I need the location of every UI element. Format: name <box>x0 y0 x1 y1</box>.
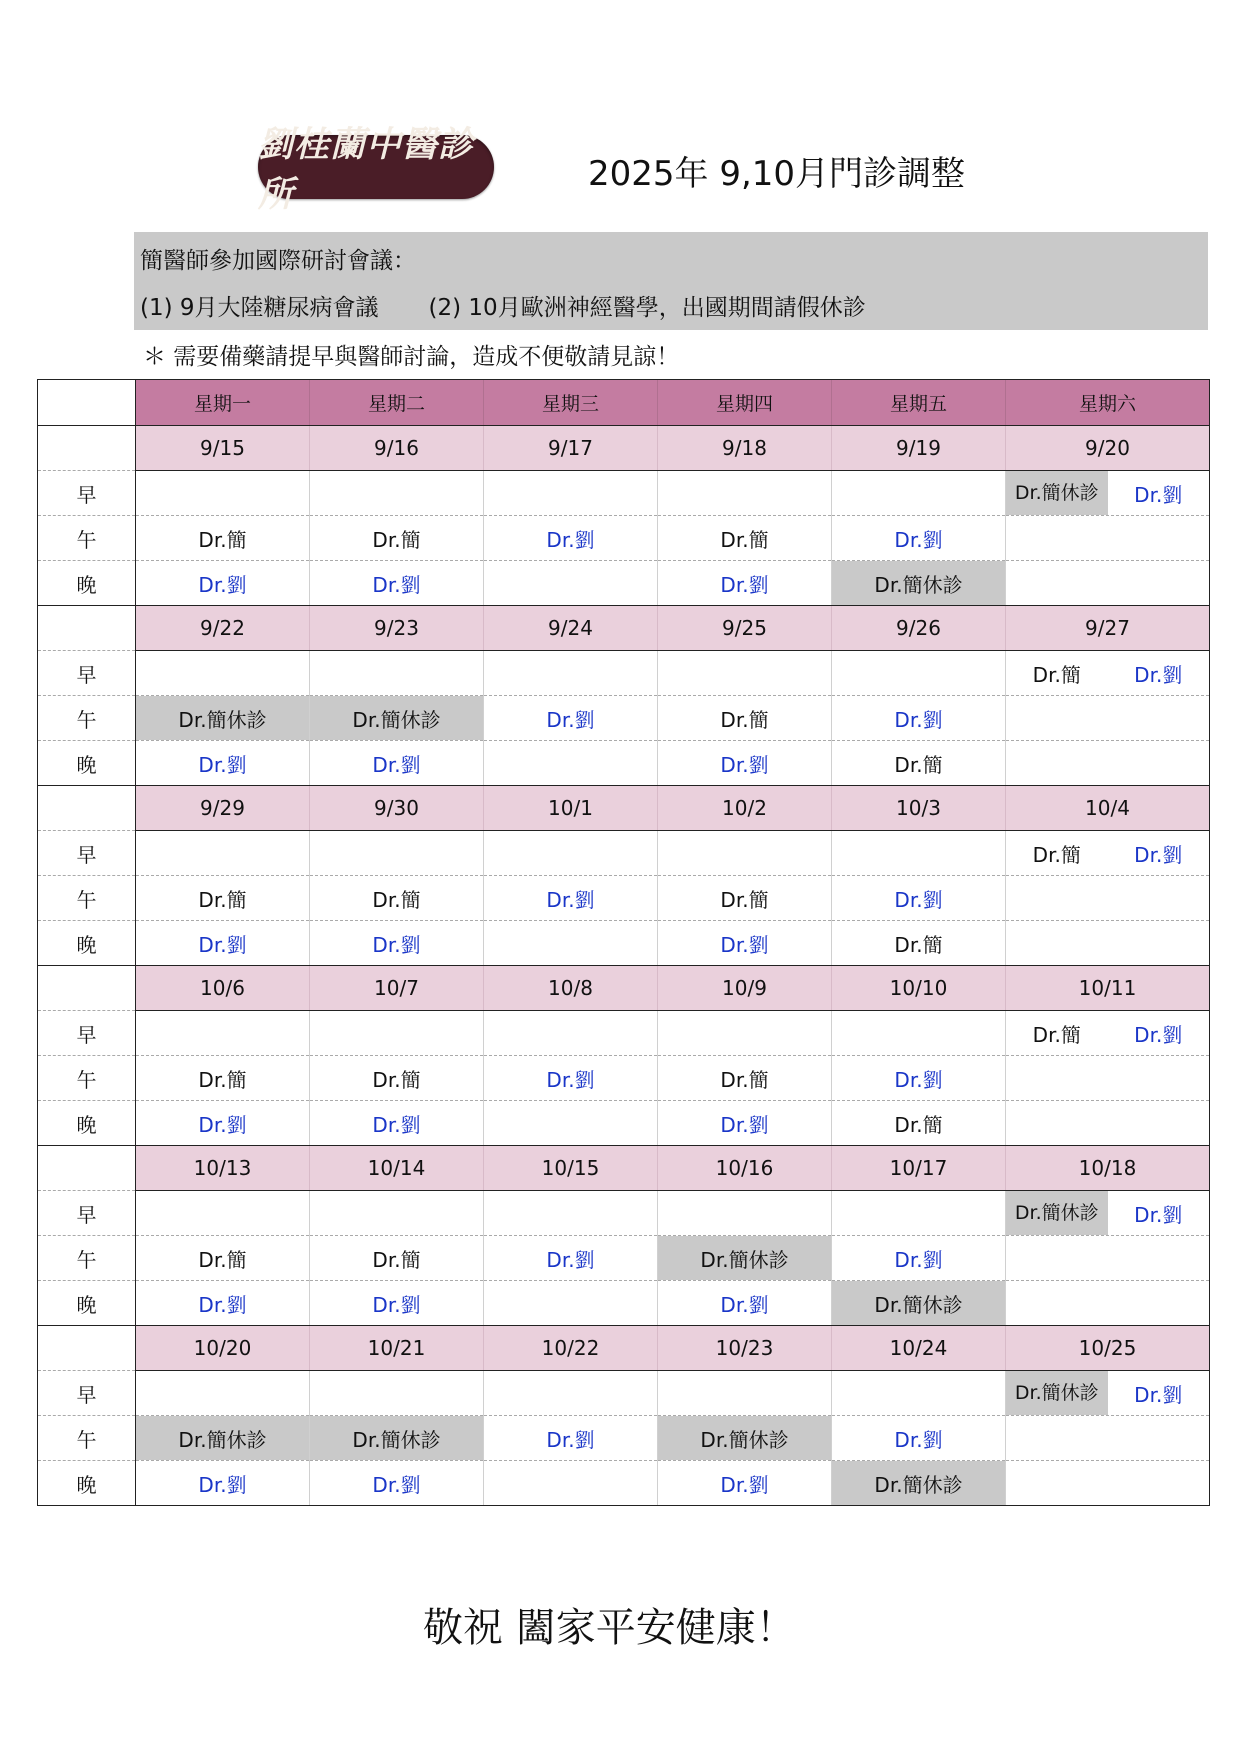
date-cell: 9/17 <box>484 426 658 471</box>
schedule-cell: Dr.劉 <box>484 876 658 921</box>
schedule-cell <box>1006 1236 1210 1281</box>
schedule-cell <box>1006 1191 1210 1236</box>
schedule-cell: Dr.劉 <box>832 876 1006 921</box>
date-cell: 9/20 <box>1006 426 1210 471</box>
date-cell: 10/13 <box>136 1146 310 1191</box>
weekday-header: 星期五 <box>832 380 1006 426</box>
date-cell: 9/25 <box>658 606 832 651</box>
notice-line-2 <box>140 289 866 322</box>
schedule-cell <box>832 651 1006 696</box>
date-cell: 9/24 <box>484 606 658 651</box>
date-row-label <box>38 966 136 1011</box>
schedule-cell <box>658 831 832 876</box>
schedule-cell <box>136 651 310 696</box>
schedule-cell <box>1006 471 1210 516</box>
date-row-label <box>38 606 136 651</box>
slot-label: 午 <box>38 696 136 741</box>
date-cell: 9/22 <box>136 606 310 651</box>
evening-row <box>38 1461 1210 1506</box>
schedule-cell <box>484 1191 658 1236</box>
morning-row <box>38 651 1210 696</box>
slot-label: 晚 <box>38 921 136 966</box>
schedule-cell <box>310 831 484 876</box>
schedule-cell: Dr.簡休診 <box>658 1236 832 1281</box>
slot-label: 午 <box>38 1236 136 1281</box>
date-cell: 10/6 <box>136 966 310 1011</box>
saturday-morning-doctor-2: Dr.劉 <box>1134 1382 1183 1407</box>
date-cell: 10/16 <box>658 1146 832 1191</box>
morning-row <box>38 471 1210 516</box>
schedule-cell <box>484 1371 658 1416</box>
date-cell: 10/18 <box>1006 1146 1210 1191</box>
schedule-cell <box>658 1011 832 1056</box>
schedule-cell: Dr.簡 <box>136 876 310 921</box>
schedule-cell: Dr.簡休診 <box>658 1416 832 1461</box>
schedule-cell <box>484 741 658 786</box>
schedule-cell <box>832 1011 1006 1056</box>
schedule-cell <box>832 471 1006 516</box>
schedule-cell <box>1006 651 1210 696</box>
saturday-morning-doctor-2: Dr.劉 <box>1134 842 1183 867</box>
slot-label: 晚 <box>38 741 136 786</box>
date-cell: 9/30 <box>310 786 484 831</box>
afternoon-row <box>38 516 1210 561</box>
saturday-morning-doctor-2: Dr.劉 <box>1134 1202 1183 1227</box>
schedule-cell: Dr.劉 <box>310 1281 484 1326</box>
footnote: ＊ 需要備藥請提早與醫師討論，造成不便敬請見諒！ <box>143 344 680 370</box>
date-cell: 10/15 <box>484 1146 658 1191</box>
schedule-cell: Dr.劉 <box>658 1461 832 1506</box>
date-cell: 10/9 <box>658 966 832 1011</box>
schedule-cell: Dr.劉 <box>136 1101 310 1146</box>
saturday-morning-doctor-1: Dr.簡休診 <box>1006 1191 1108 1235</box>
date-row-label <box>38 1146 136 1191</box>
schedule-cell <box>1006 1371 1210 1416</box>
schedule-cell <box>1006 1011 1210 1056</box>
slot-label: 晚 <box>38 1101 136 1146</box>
schedule-cell <box>1006 831 1210 876</box>
schedule-cell: Dr.劉 <box>310 921 484 966</box>
schedule-cell: Dr.劉 <box>832 696 1006 741</box>
schedule-cell <box>1006 741 1210 786</box>
afternoon-row <box>38 1056 1210 1101</box>
weekday-header: 星期六 <box>1006 380 1210 426</box>
schedule-cell: Dr.簡 <box>658 1056 832 1101</box>
schedule-cell: Dr.劉 <box>832 1236 1006 1281</box>
date-row-label <box>38 1326 136 1371</box>
schedule-cell: Dr.劉 <box>310 741 484 786</box>
schedule-cell <box>484 471 658 516</box>
schedule-cell <box>484 651 658 696</box>
saturday-morning-doctor-1: Dr.簡 <box>1032 1022 1081 1047</box>
date-cell: 10/2 <box>658 786 832 831</box>
schedule-cell <box>1006 1416 1210 1461</box>
weekday-header-row <box>38 380 1210 426</box>
saturday-morning-doctor-2: Dr.劉 <box>1134 1022 1183 1047</box>
date-cell: 10/25 <box>1006 1326 1210 1371</box>
evening-row <box>38 921 1210 966</box>
schedule-cell <box>136 471 310 516</box>
date-row-label <box>38 426 136 471</box>
schedule-cell <box>136 1371 310 1416</box>
date-cell: 10/21 <box>310 1326 484 1371</box>
schedule-cell: Dr.劉 <box>136 561 310 606</box>
schedule-cell: Dr.劉 <box>136 741 310 786</box>
weekday-header: 星期四 <box>658 380 832 426</box>
saturday-morning-doctor-2: Dr.劉 <box>1134 482 1183 507</box>
slot-label: 午 <box>38 516 136 561</box>
schedule-cell: Dr.劉 <box>484 696 658 741</box>
date-cell: 9/27 <box>1006 606 1210 651</box>
date-cell: 10/14 <box>310 1146 484 1191</box>
slot-label: 早 <box>38 831 136 876</box>
schedule-cell: Dr.簡休診 <box>136 696 310 741</box>
schedule-cell: Dr.劉 <box>136 921 310 966</box>
schedule-cell: Dr.劉 <box>832 1416 1006 1461</box>
slot-label: 早 <box>38 1371 136 1416</box>
schedule-cell <box>484 1011 658 1056</box>
schedule-table <box>37 379 1210 1506</box>
schedule-cell: Dr.簡 <box>310 1236 484 1281</box>
date-cell: 9/29 <box>136 786 310 831</box>
schedule-cell: Dr.簡休診 <box>310 1416 484 1461</box>
slot-label: 早 <box>38 1191 136 1236</box>
schedule-cell: Dr.劉 <box>484 516 658 561</box>
schedule-cell <box>658 1371 832 1416</box>
date-cell: 9/18 <box>658 426 832 471</box>
morning-row <box>38 1191 1210 1236</box>
saturday-morning-doctor-2: Dr.劉 <box>1134 662 1183 687</box>
date-row <box>38 606 1210 651</box>
evening-row <box>38 561 1210 606</box>
evening-row <box>38 741 1210 786</box>
slot-label: 晚 <box>38 1461 136 1506</box>
schedule-cell: Dr.簡 <box>310 516 484 561</box>
schedule-cell <box>1006 516 1210 561</box>
schedule-cell: Dr.簡 <box>136 1236 310 1281</box>
date-cell: 10/17 <box>832 1146 1006 1191</box>
weekday-header: 星期三 <box>484 380 658 426</box>
date-cell: 10/23 <box>658 1326 832 1371</box>
schedule-cell: Dr.簡 <box>832 741 1006 786</box>
schedule-cell: Dr.劉 <box>484 1056 658 1101</box>
date-row <box>38 786 1210 831</box>
schedule-cell <box>1006 876 1210 921</box>
date-cell: 10/4 <box>1006 786 1210 831</box>
date-cell: 9/15 <box>136 426 310 471</box>
date-cell: 10/1 <box>484 786 658 831</box>
schedule-cell <box>136 1011 310 1056</box>
date-cell: 10/3 <box>832 786 1006 831</box>
schedule-cell: Dr.劉 <box>658 921 832 966</box>
date-row <box>38 1146 1210 1191</box>
date-cell: 10/22 <box>484 1326 658 1371</box>
date-cell: 10/20 <box>136 1326 310 1371</box>
date-cell: 9/19 <box>832 426 1006 471</box>
date-row <box>38 1326 1210 1371</box>
evening-row <box>38 1101 1210 1146</box>
schedule-cell: Dr.劉 <box>484 1416 658 1461</box>
schedule-cell: Dr.劉 <box>310 1461 484 1506</box>
slot-label: 午 <box>38 1056 136 1101</box>
weekday-header: 星期二 <box>310 380 484 426</box>
morning-row <box>38 1371 1210 1416</box>
date-cell: 10/7 <box>310 966 484 1011</box>
saturday-morning-doctor-1: Dr.簡 <box>1032 842 1081 867</box>
schedule-cell: Dr.劉 <box>136 1461 310 1506</box>
schedule-cell: Dr.簡 <box>310 1056 484 1101</box>
slot-label: 午 <box>38 876 136 921</box>
closing-blessing: 敬祝 闔家平安健康！ <box>423 1605 796 1651</box>
schedule-cell <box>1006 696 1210 741</box>
date-cell: 10/11 <box>1006 966 1210 1011</box>
date-cell: 9/16 <box>310 426 484 471</box>
schedule-cell: Dr.簡 <box>832 1101 1006 1146</box>
schedule-cell: Dr.劉 <box>136 1281 310 1326</box>
morning-row <box>38 1011 1210 1056</box>
afternoon-row <box>38 696 1210 741</box>
notice-box <box>134 232 1208 330</box>
date-row-label <box>38 786 136 831</box>
schedule-cell: Dr.簡休診 <box>832 1461 1006 1506</box>
schedule-cell <box>136 1191 310 1236</box>
schedule-cell: Dr.簡休診 <box>832 561 1006 606</box>
slot-label: 早 <box>38 651 136 696</box>
schedule-cell: Dr.劉 <box>658 561 832 606</box>
schedule-cell: Dr.簡休診 <box>832 1281 1006 1326</box>
schedule-cell: Dr.簡休診 <box>136 1416 310 1461</box>
schedule-cell <box>310 1011 484 1056</box>
schedule-cell <box>484 1281 658 1326</box>
slot-label: 午 <box>38 1416 136 1461</box>
schedule-cell <box>484 561 658 606</box>
schedule-cell <box>658 471 832 516</box>
date-cell: 9/23 <box>310 606 484 651</box>
schedule-cell <box>1006 1056 1210 1101</box>
schedule-cell: Dr.簡 <box>136 1056 310 1101</box>
clinic-logo <box>258 124 494 215</box>
schedule-cell <box>484 1461 658 1506</box>
schedule-cell <box>1006 561 1210 606</box>
schedule-cell: Dr.劉 <box>832 1056 1006 1101</box>
schedule-cell <box>832 831 1006 876</box>
schedule-cell: Dr.劉 <box>310 1101 484 1146</box>
schedule-cell <box>832 1191 1006 1236</box>
schedule-cell <box>310 1191 484 1236</box>
schedule-cell: Dr.劉 <box>658 1101 832 1146</box>
schedule-cell: Dr.劉 <box>310 561 484 606</box>
notice-item-2: (2) 10月歐洲神經醫學，出國期間請假休診 <box>428 295 866 321</box>
schedule-cell: Dr.劉 <box>484 1236 658 1281</box>
slot-label: 早 <box>38 471 136 516</box>
schedule-cell <box>310 471 484 516</box>
schedule-cell <box>658 1191 832 1236</box>
date-cell: 10/8 <box>484 966 658 1011</box>
schedule-cell <box>310 651 484 696</box>
schedule-cell: Dr.簡 <box>658 696 832 741</box>
schedule-cell: Dr.劉 <box>658 1281 832 1326</box>
schedule-cell <box>484 831 658 876</box>
schedule-cell <box>1006 921 1210 966</box>
date-row <box>38 426 1210 471</box>
schedule-cell <box>832 1371 1006 1416</box>
saturday-morning-doctor-1: Dr.簡 <box>1032 662 1081 687</box>
schedule-cell <box>1006 1101 1210 1146</box>
date-cell: 10/10 <box>832 966 1006 1011</box>
slot-label: 晚 <box>38 1281 136 1326</box>
schedule-cell: Dr.劉 <box>832 516 1006 561</box>
slot-label: 早 <box>38 1011 136 1056</box>
afternoon-row <box>38 1416 1210 1461</box>
header-corner <box>38 380 136 426</box>
weekday-header: 星期一 <box>136 380 310 426</box>
schedule-cell: Dr.簡 <box>658 876 832 921</box>
schedule-cell <box>484 921 658 966</box>
schedule-cell: Dr.簡休診 <box>310 696 484 741</box>
notice-line-1: 簡醫師參加國際研討會議： <box>140 248 416 274</box>
saturday-morning-doctor-1: Dr.簡休診 <box>1006 1371 1108 1415</box>
afternoon-row <box>38 1236 1210 1281</box>
schedule-cell <box>310 1371 484 1416</box>
evening-row <box>38 1281 1210 1326</box>
slot-label: 晚 <box>38 561 136 606</box>
afternoon-row <box>38 876 1210 921</box>
clinic-logo-text: 劉桂蘭中醫診所 <box>258 124 475 215</box>
schedule-cell: Dr.劉 <box>658 741 832 786</box>
date-row <box>38 966 1210 1011</box>
schedule-cell: Dr.簡 <box>832 921 1006 966</box>
schedule-cell <box>1006 1281 1210 1326</box>
schedule-cell: Dr.簡 <box>310 876 484 921</box>
notice-item-1: (1) 9月大陸糖尿病會議 <box>140 295 379 321</box>
schedule-cell <box>136 831 310 876</box>
saturday-morning-doctor-1: Dr.簡休診 <box>1006 471 1108 515</box>
schedule-cell <box>658 651 832 696</box>
morning-row <box>38 831 1210 876</box>
date-cell: 9/26 <box>832 606 1006 651</box>
schedule-cell: Dr.簡 <box>136 516 310 561</box>
schedule-cell <box>1006 1461 1210 1506</box>
schedule-cell <box>484 1101 658 1146</box>
date-cell: 10/24 <box>832 1326 1006 1371</box>
schedule-cell: Dr.簡 <box>658 516 832 561</box>
page-title: 2025年 9,10月門診調整 <box>588 154 966 194</box>
